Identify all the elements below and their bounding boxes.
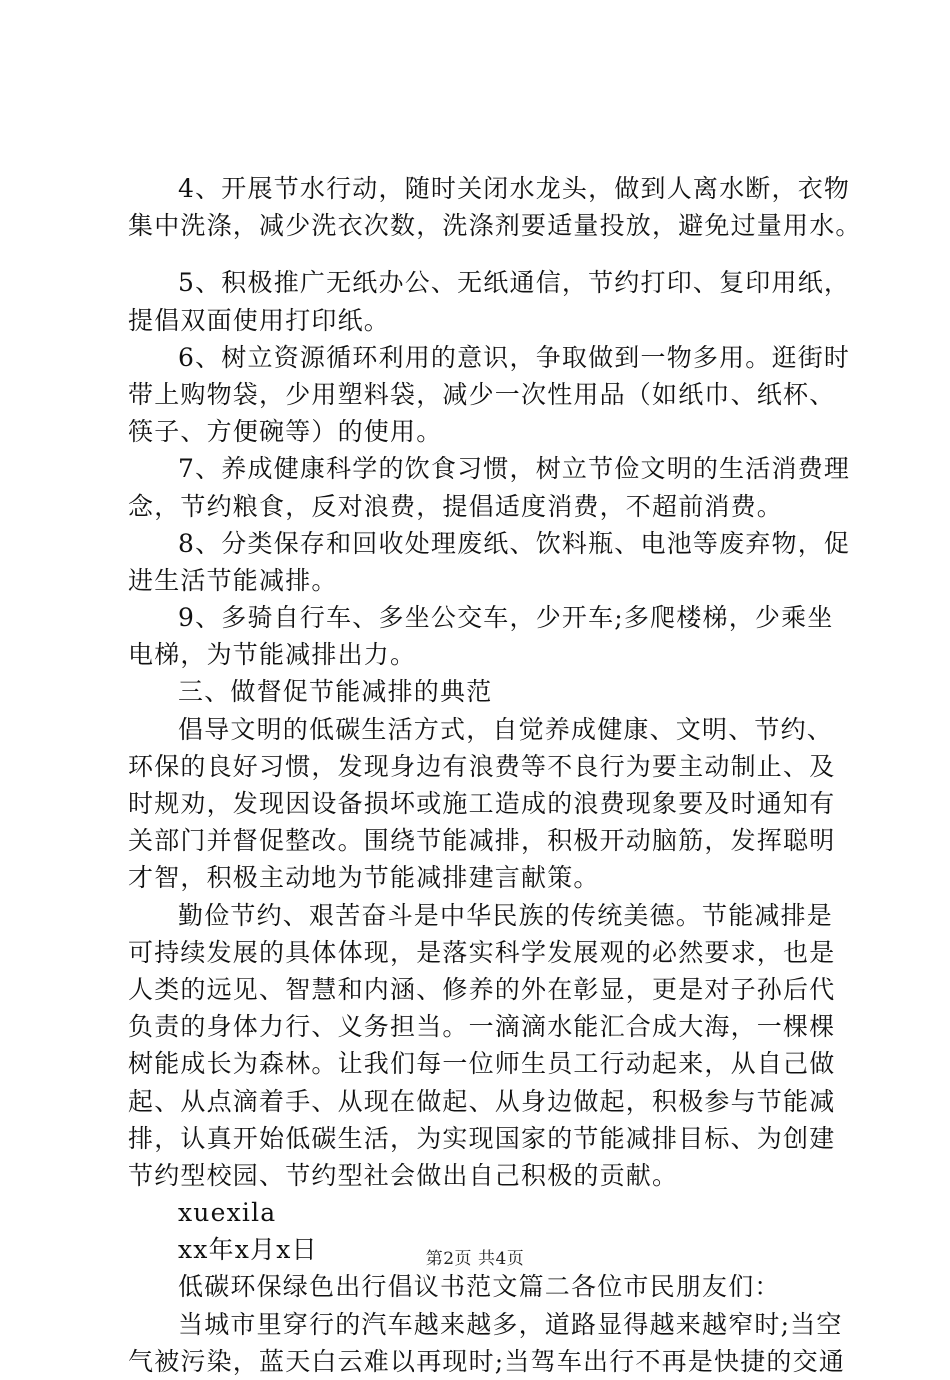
paragraph-line: 9、多骑自行车、多坐公交车，少开车;多爬楼梯，少乘坐: [178, 603, 834, 633]
signature-line: xuexila: [178, 1198, 277, 1228]
paragraph-line: 节约型校园、节约型社会做出自己积极的贡献。: [128, 1160, 679, 1190]
paragraph-line: 树能成长为森林。让我们每一位师生员工行动起来，从自己做: [128, 1049, 836, 1079]
paragraph-line: 关部门并督促整改。围绕节能减排，积极开动脑筋，发挥聪明: [128, 826, 836, 856]
paragraph-line: 4、开展节水行动，随时关闭水龙头，做到人离水断，衣物: [178, 174, 851, 203]
paragraph-line: 才智，积极主动地为节能减排建言献策。: [128, 863, 600, 893]
paragraph-line: 带上购物袋，少用塑料袋，减少一次性用品（如纸巾、纸杯、: [128, 379, 836, 409]
section-heading: 三、做督促节能减排的典范: [178, 677, 493, 707]
paragraph-gap: [128, 244, 848, 264]
paragraph-line: 倡导文明的低碳生活方式，自觉养成健康、文明、节约、: [178, 714, 834, 744]
paragraph-line: 电梯，为节能减排出力。: [128, 640, 417, 670]
paragraph-line: 起、从点滴着手、从现在做起、从身边做起，积极参与节能减: [128, 1086, 836, 1116]
paragraph-line: 排，认真开始低碳生活，为实现国家的节能减排目标、为创建: [128, 1123, 836, 1153]
paragraph-line: 勤俭节约、艰苦奋斗是中华民族的传统美德。节能减排是: [178, 900, 834, 930]
date-line: xx年x月x日: [178, 1235, 318, 1265]
paragraph-line: 5、积极推广无纸办公、无纸通信，节约打印、复印用纸，: [178, 268, 851, 298]
document-body: [128, 170, 862, 1380]
paragraph-line: 环保的良好习惯，发现身边有浪费等不良行为要主动制止、及: [128, 751, 836, 781]
paragraph-line: 筷子、方便碗等）的使用。: [128, 417, 443, 447]
paragraph-line: 人类的远见、智慧和内涵、修养的外在彰显，更是对子孙后代: [128, 974, 836, 1004]
paragraph-line: 气被污染，蓝天白云难以再现时;当驾车出行不再是快捷的交通: [128, 1346, 846, 1376]
paragraph-line: 念，节约粮食，反对浪费，提倡适度消费，不超前消费。: [128, 491, 784, 521]
paragraph-line: 7、养成健康科学的饮食习惯，树立节俭文明的生活消费理: [178, 454, 851, 484]
paragraph-line: 可持续发展的具体体现，是落实科学发展观的必然要求，也是: [128, 937, 836, 967]
paragraph-line: 8、分类保存和回收处理废纸、饮料瓶、电池等废弃物，促: [178, 528, 851, 558]
paragraph-line: 提倡双面使用打印纸。: [128, 305, 391, 335]
paragraph-line: 进生活节能减排。: [128, 565, 338, 595]
paragraph-line: 负责的身体力行、义务担当。一滴滴水能汇合成大海，一棵棵: [128, 1012, 836, 1042]
paragraph-line: 时规劝，发现因设备损坏或施工造成的浪费现象要及时通知有: [128, 789, 836, 818]
paragraph-line: 当城市里穿行的汽车越来越多，道路显得越来越窄时;当空: [178, 1309, 843, 1339]
paragraph-line: 集中洗涤，减少洗衣次数，洗涤剂要适量投放，避免过量用水。: [128, 211, 862, 241]
paragraph-line: 6、树立资源循环利用的意识，争取做到一物多用。逛街时: [178, 342, 851, 372]
page-number-footer: 第2页 共4页: [425, 1249, 525, 1269]
paragraph-line: 低碳环保绿色出行倡议书范文篇二各位市民朋友们：: [178, 1272, 781, 1302]
